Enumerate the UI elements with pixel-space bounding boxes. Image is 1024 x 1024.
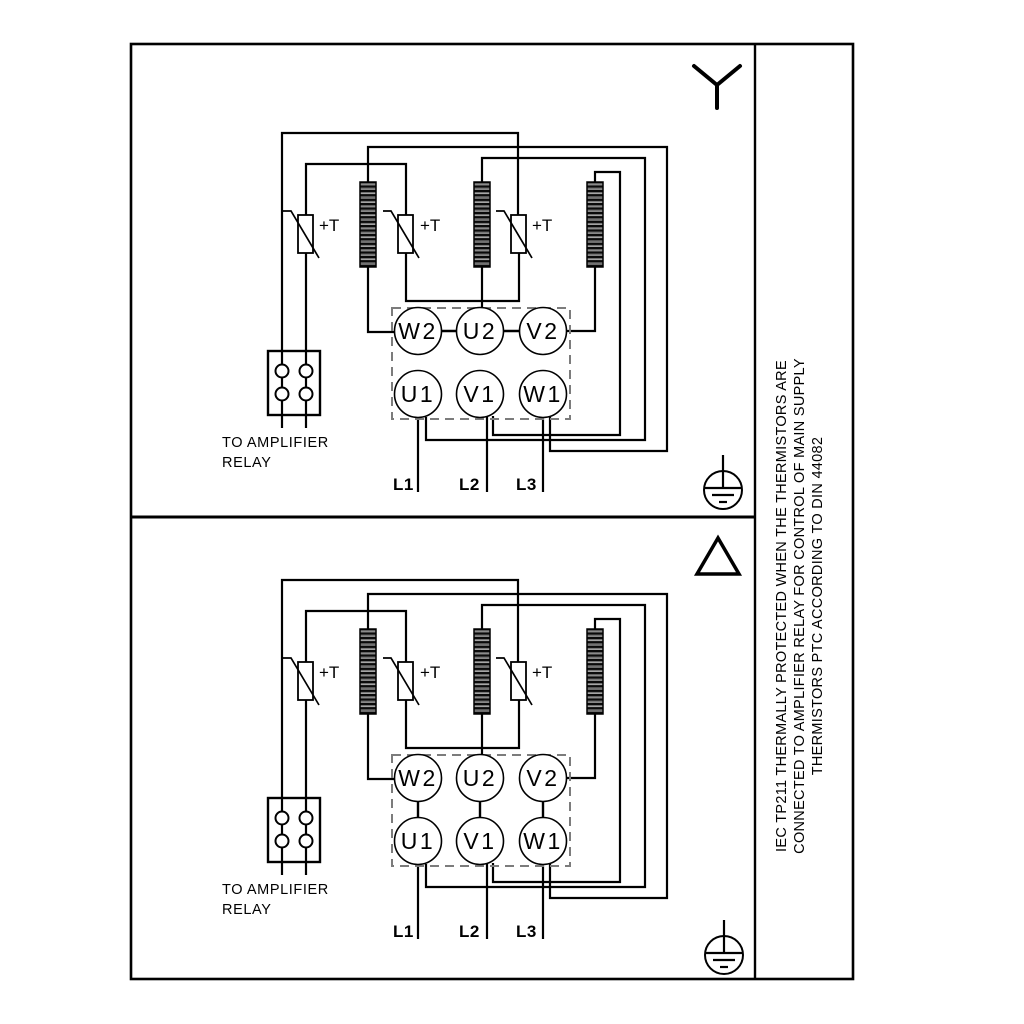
panel-star [222, 66, 742, 509]
delta-bridge-links [418, 802, 543, 818]
winding-coil-2 [474, 629, 490, 714]
relay-pin [276, 835, 289, 848]
terminal-label-w1: W1 [523, 381, 563, 407]
thermistor-symbol-2 [383, 658, 440, 705]
thermistor-label: +T [420, 663, 441, 682]
thermistor-label: +T [319, 216, 340, 235]
thermistor-t1-t2-link [306, 164, 406, 215]
terminal-label-v2: V2 [526, 318, 560, 344]
terminal-circles [395, 308, 567, 418]
note-line-3: THERMISTORS PTC ACCORDING TO DIN 44082 [810, 436, 826, 776]
terminal-label-u1: U1 [400, 828, 436, 854]
delta-connection-icon [697, 538, 739, 574]
relay-caption-line2: RELAY [222, 902, 272, 918]
thermistor-symbol-1 [283, 658, 339, 705]
thermistors [283, 658, 552, 705]
winding-coil-3 [587, 182, 603, 267]
relay-pin [276, 365, 289, 378]
relay-caption-line1: TO AMPLIFIER [222, 435, 329, 451]
thermistor-symbol-3 [496, 211, 552, 258]
terminal-label-u2: U2 [462, 318, 498, 344]
terminal-label-u2: U2 [462, 765, 498, 791]
amplifier-relay-block [268, 351, 320, 415]
thermistor-label: +T [532, 663, 553, 682]
thermistor-symbol-3 [496, 658, 552, 705]
terminal-label-v1: V1 [463, 381, 497, 407]
motor-windings [360, 182, 603, 267]
supply-label-l3: L3 [516, 475, 537, 494]
winding3-bottom-wire [567, 267, 595, 331]
relay-pin [300, 812, 313, 825]
thermistor-label: +T [420, 216, 441, 235]
panel-delta [222, 538, 743, 974]
winding1-bottom-wire [368, 267, 395, 332]
note-line-1: IEC TP211 THERMALLY PROTECTED WHEN THE THERMISTORS ARE [774, 360, 790, 852]
terminal-label-w1: W1 [523, 828, 563, 854]
thermistor-t2-t3-link [406, 253, 519, 301]
relay-pin [276, 812, 289, 825]
relay-pin [300, 365, 313, 378]
thermistor-t2-t3-link [406, 700, 519, 748]
note-line-2: CONNECTED TO AMPLIFIER RELAY FOR CONTROL OF MAIN SUPPLY [792, 358, 808, 854]
winding-coil-1 [360, 629, 376, 714]
winding-coil-3 [587, 629, 603, 714]
thermistor-t1-t2-link [306, 611, 406, 662]
earth-ground-icon [704, 455, 742, 509]
terminal-label-u1: U1 [400, 381, 436, 407]
relay-pin [300, 388, 313, 401]
relay-pin [276, 388, 289, 401]
terminal-label-w2: W2 [398, 318, 438, 344]
winding1-bottom-wire [368, 714, 395, 779]
thermistor-label: +T [319, 663, 340, 682]
supply-label-l3: L3 [516, 922, 537, 941]
terminal-label-v2: V2 [526, 765, 560, 791]
thermistor-symbol-2 [383, 211, 440, 258]
relay-caption-line2: RELAY [222, 455, 272, 471]
supply-label-l1: L1 [393, 922, 414, 941]
thermistor-symbol-1 [283, 211, 339, 258]
star-connection-icon [694, 66, 740, 108]
supply-label-l2: L2 [459, 922, 480, 941]
amplifier-relay-block [268, 798, 320, 862]
thermistor-label: +T [532, 216, 553, 235]
supply-label-l1: L1 [393, 475, 414, 494]
terminal-label-v1: V1 [463, 828, 497, 854]
supply-label-l2: L2 [459, 475, 480, 494]
earth-ground-icon [705, 920, 743, 974]
motor-windings [360, 629, 603, 714]
terminal-label-w2: W2 [398, 765, 438, 791]
winding-coil-2 [474, 182, 490, 267]
note-column [774, 358, 826, 854]
winding3-bottom-wire [567, 714, 595, 778]
relay-caption-line1: TO AMPLIFIER [222, 882, 329, 898]
winding-coil-1 [360, 182, 376, 267]
thermistors [283, 211, 552, 258]
relay-pin [300, 835, 313, 848]
